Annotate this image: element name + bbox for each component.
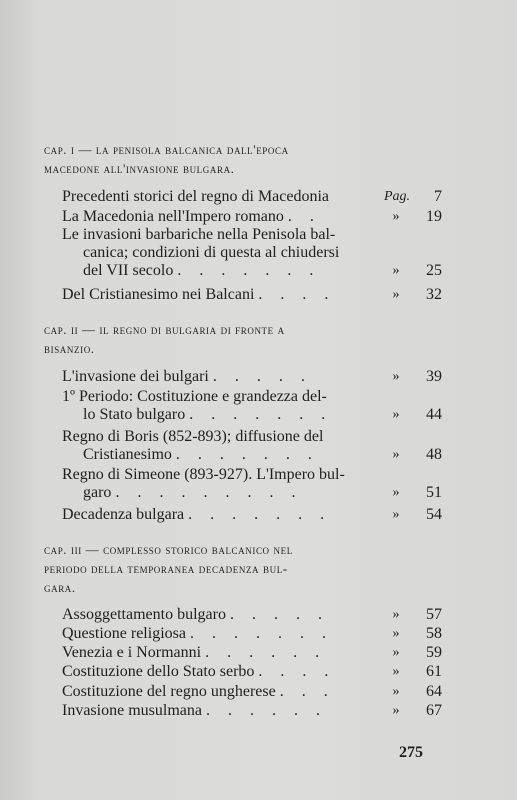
chapter-heading-line: cap. ii — il regno di bulgaria di fronte a xyxy=(44,322,285,337)
page-marker: » xyxy=(392,287,400,302)
page-marker: » xyxy=(392,369,400,384)
page-marker: » xyxy=(392,703,400,718)
page-number: 51 xyxy=(426,484,442,501)
leader-dots: . . . . . . . xyxy=(188,506,332,523)
page-number: 57 xyxy=(426,606,442,623)
entry-title: Precedenti storici del regno di Macedonia xyxy=(62,188,330,205)
toc-entry xyxy=(62,388,440,424)
entry-title: Le invasioni barbariche nella Penisola bal- xyxy=(62,226,336,243)
page-number: 48 xyxy=(426,446,442,463)
page-marker: » xyxy=(392,485,400,500)
entry-title: Venezia e i Normanni xyxy=(62,644,202,661)
leader-dots: . . . . . . . xyxy=(189,625,333,642)
chapter-heading-line: cap. iii — complesso storico balcanico nel xyxy=(44,542,293,557)
page-marker: » xyxy=(392,645,400,660)
page-number: 61 xyxy=(426,663,442,680)
page-number: 7 xyxy=(434,188,442,205)
entry-title: Regno di Simeone (893-927). L'Impero bul- xyxy=(62,466,345,483)
leader-dots: . . . . xyxy=(258,286,336,303)
page-marker: » xyxy=(392,263,400,278)
chapter-heading xyxy=(44,540,424,597)
page-number: 59 xyxy=(426,644,442,661)
chapter-heading xyxy=(44,140,424,178)
page-number: 58 xyxy=(426,625,442,642)
entry-title-continued: del VII secolo xyxy=(83,262,174,279)
page-number: 32 xyxy=(426,286,442,303)
toc-entry xyxy=(62,226,440,280)
chapter-heading xyxy=(44,320,424,358)
toc-entry xyxy=(62,606,440,624)
page-marker: » xyxy=(392,209,400,224)
page-folio-number: 275 xyxy=(399,744,423,761)
page-number: 25 xyxy=(426,262,442,279)
chapter-heading-line: gara. xyxy=(44,580,76,595)
page-marker: » xyxy=(392,407,400,422)
leader-dots: . . xyxy=(287,208,321,225)
chapter-heading-line: macedone all'invasione bulgara. xyxy=(44,161,235,176)
page-marker: » xyxy=(392,507,400,522)
leader-dots: . . . . . . . xyxy=(189,406,333,423)
toc-entry xyxy=(62,428,440,464)
entry-title: La Macedonia nell'Impero romano xyxy=(62,208,284,225)
entry-title-continued: Cristianesimo xyxy=(83,446,172,463)
chapter-heading-line: cap. i — la penisola balcanica dall'epoca xyxy=(44,142,289,157)
leader-dots: . . . . . . xyxy=(205,644,327,661)
page-marker: Pag. xyxy=(384,189,411,204)
entry-title-continued: lo Stato bulgaro xyxy=(83,406,186,423)
toc-entry xyxy=(62,644,440,662)
toc-entry xyxy=(62,466,440,502)
toc-entry xyxy=(62,286,440,304)
leader-dots: . . . . . xyxy=(229,606,329,623)
entry-title: Decadenza bulgara xyxy=(62,506,185,523)
entry-title: Costituzione del regno ungherese xyxy=(62,683,276,700)
page-number: 64 xyxy=(426,683,442,700)
page-marker: » xyxy=(392,607,400,622)
page-marker: » xyxy=(392,447,400,462)
entry-title: Questione religiosa xyxy=(62,625,186,642)
entry-title: Costituzione dello Stato serbo xyxy=(62,663,255,680)
leader-dots: . . . . . . . xyxy=(175,446,319,463)
toc-entry xyxy=(62,663,440,681)
leader-dots: . . . . . . xyxy=(205,702,327,719)
leader-dots: . . . xyxy=(279,683,335,700)
toc-entry xyxy=(62,208,440,226)
page-marker: » xyxy=(392,684,400,699)
toc-entry xyxy=(62,506,440,524)
entry-title: L'invasione dei bulgari xyxy=(62,368,209,385)
leader-dots: . . . . . . . xyxy=(177,262,321,279)
entry-title-continued: garo xyxy=(83,484,112,501)
toc-entry xyxy=(62,683,440,701)
page-number: 19 xyxy=(426,208,442,225)
chapter-heading-line: bisanzio. xyxy=(44,341,95,356)
page-number: 44 xyxy=(426,406,442,423)
toc-entry xyxy=(62,188,440,206)
entry-title: 1º Periodo: Costituzione e grandezza del- xyxy=(62,388,327,405)
page-number: 67 xyxy=(426,702,442,719)
chapter-heading-line: periodo della temporanea decadenza bul- xyxy=(44,561,288,576)
toc-entry xyxy=(62,368,440,386)
leader-dots: . . . . xyxy=(258,663,336,680)
entry-title-continued: canica; condizioni di questa al chiudersi xyxy=(83,244,340,261)
entry-title: Assoggettamento bulgaro xyxy=(62,606,226,623)
page-marker: » xyxy=(392,664,400,679)
entry-title: Regno di Boris (852-893); diffusione del xyxy=(62,428,324,445)
page-marker: » xyxy=(392,626,400,641)
entry-title: Del Cristianesimo nei Balcani xyxy=(62,286,255,303)
page-number: 54 xyxy=(426,506,442,523)
toc-entry xyxy=(62,625,440,643)
entry-title: Invasione musulmana xyxy=(62,702,202,719)
toc-entry xyxy=(62,702,440,720)
leader-dots: . . . . . . . . . xyxy=(115,484,303,501)
page-number: 39 xyxy=(426,368,442,385)
leader-dots: . . . . . xyxy=(212,368,312,385)
